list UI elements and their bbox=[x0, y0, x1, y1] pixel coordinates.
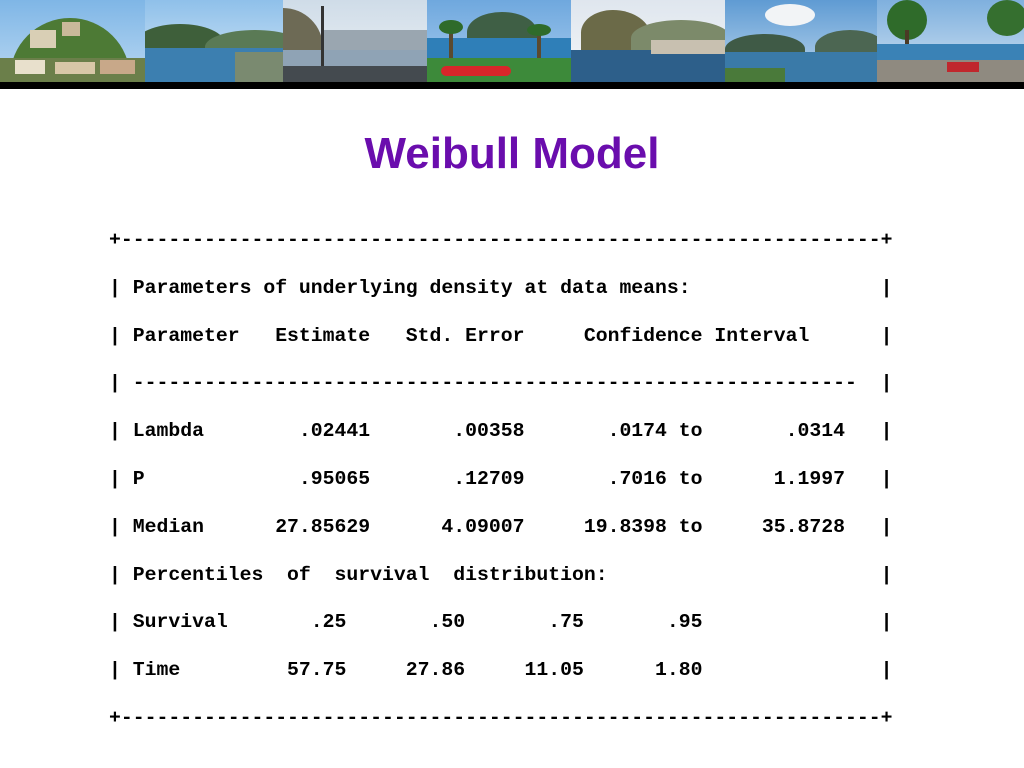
lake-valley-photo bbox=[725, 0, 877, 82]
table-border-top: +----------------------------------------------------------------+ bbox=[109, 229, 893, 251]
lake-bay-photo bbox=[145, 0, 283, 82]
weibull-output-table bbox=[109, 229, 892, 755]
table-row: | Time 57.75 27.86 11.05 1.80 | bbox=[109, 659, 893, 682]
table-row: | Median 27.85629 4.09007 19.8398 to 35.8728 | bbox=[109, 515, 893, 538]
lakeside-promenade-photo bbox=[283, 0, 427, 82]
table-row: | Parameters of underlying density at data means: | bbox=[109, 276, 893, 299]
table-border-bottom: +----------------------------------------------------------------+ bbox=[109, 706, 893, 729]
table-row: | P .95065 .12709 .7016 to 1.1997 | bbox=[109, 467, 893, 490]
lake-mountain-photo bbox=[571, 0, 725, 82]
photo-banner bbox=[0, 0, 1024, 82]
waterfront-walkway-photo bbox=[877, 0, 1024, 82]
palm-garden-photo bbox=[427, 0, 571, 82]
table-header-row: | Parameter Estimate Std. Error Confidence Interval | bbox=[109, 324, 893, 347]
slide-title: Weibull Model bbox=[364, 129, 660, 178]
banner-divider bbox=[0, 82, 1024, 89]
table-row: | Percentiles of survival distribution: | bbox=[109, 563, 893, 586]
table-row: | Survival .25 .50 .75 .95 | bbox=[109, 611, 893, 634]
table-separator: | ------------------------------------------------------------- | bbox=[109, 372, 893, 395]
table-row: | Lambda .02441 .00358 .0174 to .0314 | bbox=[109, 420, 893, 443]
hillside-village-photo bbox=[0, 0, 145, 82]
